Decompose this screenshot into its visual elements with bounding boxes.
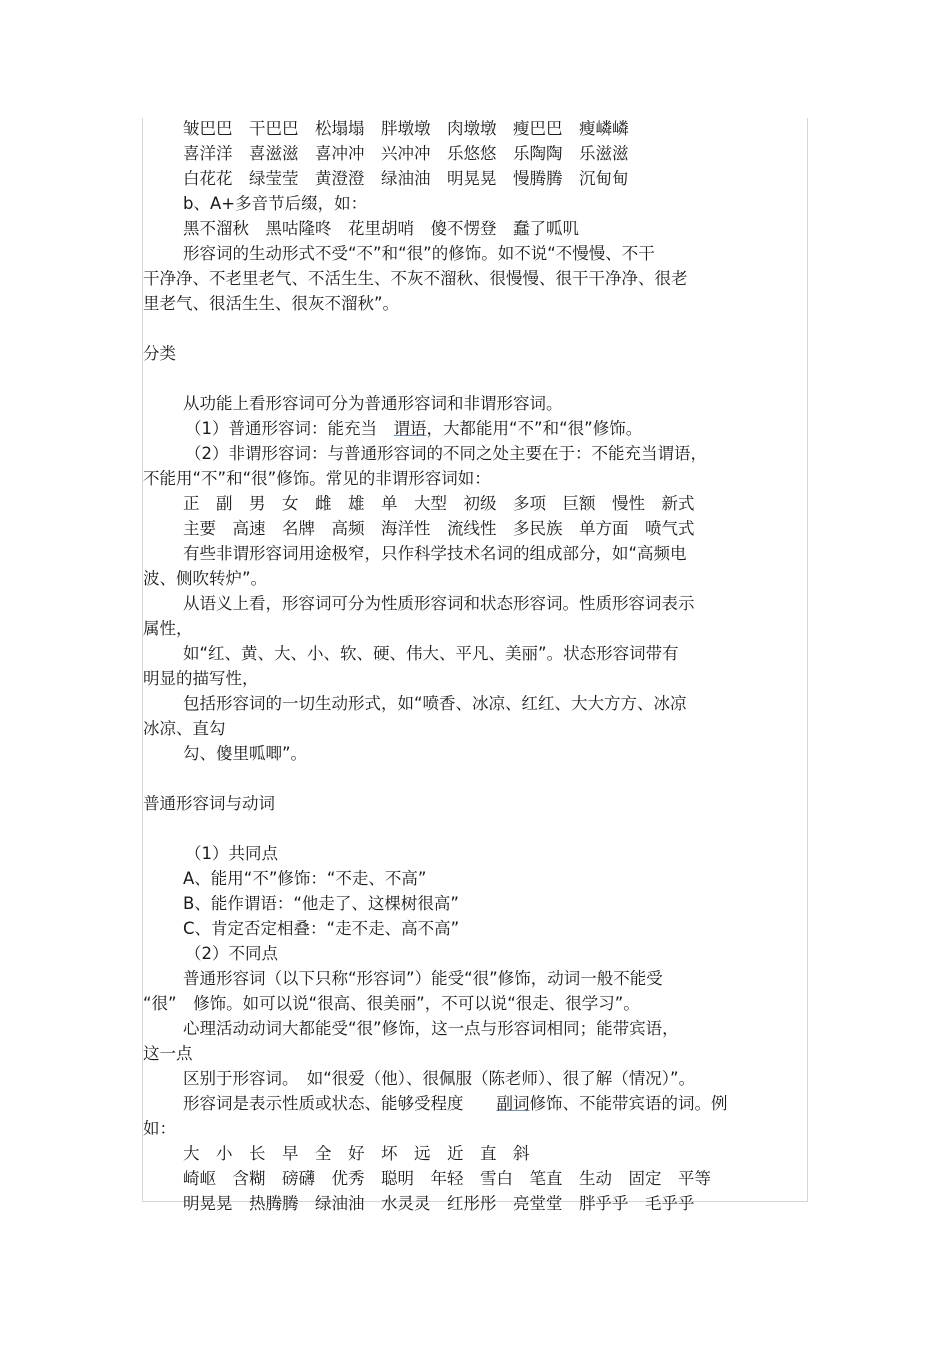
text-line: 喜洋洋 喜滋滋 喜冲冲 兴冲冲 乐悠悠 乐陶陶 乐滋滋 — [183, 144, 629, 163]
text-line: 形容词的生动形式不受“不”和“很”的修饰。如不说“不慢慢、不干 — [183, 244, 655, 263]
text-line: 明显的描写性， — [143, 669, 259, 688]
document-body — [143, 116, 803, 1216]
text-segment: 修饰、不能带宾语的词。例 — [529, 1094, 728, 1113]
text-line: 白花花 绿莹莹 黄澄澄 绿油油 明晃晃 慢腾腾 沉甸甸 — [183, 169, 629, 188]
text-line: 有些非谓形容词用途极窄，只作科学技术名词的组成部分，如“高频电 — [183, 544, 687, 563]
text-line: 崎岖 含糊 磅礴 优秀 聪明 年轻 雪白 笔直 生动 固定 平等 — [183, 1169, 711, 1188]
text-line: 正 副 男 女 雌 雄 单 大型 初级 多项 巨额 慢性 新式 — [183, 494, 695, 513]
text-line: 区别于形容词。 如“很爱（他）、很佩服（陈老师）、很了解（情况）”。 — [183, 1069, 696, 1088]
section-heading-adjective-vs-verb: 普通形容词与动词 — [143, 794, 275, 813]
link-adverb[interactable]: 副词 — [496, 1094, 530, 1113]
section-heading-classification: 分类 — [143, 344, 176, 363]
text-line: 从语义上看，形容词可分为性质形容词和状态形容词。性质形容词表示 — [183, 594, 695, 613]
text-line: 冰凉、直勾 — [143, 719, 226, 738]
text-line: （2）非谓形容词：与普通形容词的不同之处主要在于：不能充当谓语， — [185, 444, 707, 463]
text-line: B、能作谓语：“他走了、这棵树很高” — [183, 894, 459, 913]
text-line: C、肯定否定相叠：“走不走、高不高” — [183, 919, 460, 938]
text-line: 里老气、很活生生、很灰不溜秋”。 — [143, 294, 400, 313]
text-line: 这一点 — [143, 1044, 193, 1063]
text-line: 如： — [143, 1119, 176, 1138]
text-line: 如“红、黄、大、小、软、硬、伟大、平凡、美丽”。状态形容词带有 — [183, 644, 679, 663]
text-line — [143, 416, 803, 441]
text-line: 波、侧吹转炉”。 — [143, 569, 268, 588]
text-segment: ，大都能用“不”和“很”修饰。 — [426, 419, 643, 438]
text-line: 普通形容词（以下只称“形容词”）能受“很”修饰，动词一般不能受 — [183, 969, 663, 988]
text-line: b、A+多音节后缀，如： — [183, 194, 368, 213]
text-line: （1）共同点 — [185, 844, 278, 863]
text-line: 主要 高速 名牌 高频 海洋性 流线性 多民族 单方面 喷气式 — [183, 519, 695, 538]
text-line: 包括形容词的一切生动形式，如“喷香、冰凉、红红、大大方方、冰凉 — [183, 694, 687, 713]
text-line: A、能用“不”修饰：“不走、不高” — [183, 869, 427, 888]
link-predicate[interactable]: 谓语 — [393, 419, 427, 438]
text-segment: （1）普通形容词：能充当 — [185, 419, 394, 438]
text-line: 不能用“不”和“很”修饰。常见的非谓形容词如： — [143, 469, 491, 488]
text-line: “很” 修饰。如可以说“很高、很美丽”，不可以说“很走、很学习”。 — [143, 994, 640, 1013]
text-line: 干净净、不老里老气、不活生生、不灰不溜秋、很慢慢、很干干净净、很老 — [143, 269, 688, 288]
text-line: 黑不溜秋 黑咕隆咚 花里胡哨 傻不愣登 蠢了呱叽 — [183, 219, 579, 238]
text-line: （2）不同点 — [185, 944, 278, 963]
text-segment: 形容词是表示性质或状态、能够受程度 — [183, 1094, 497, 1113]
text-line: 大 小 长 早 全 好 坏 远 近 直 斜 — [183, 1144, 530, 1163]
text-line: 属性， — [143, 619, 193, 638]
text-line: 明晃晃 热腾腾 绿油油 水灵灵 红彤彤 亮堂堂 胖乎乎 毛乎乎 — [183, 1194, 695, 1213]
text-line: 从功能上看形容词可分为普通形容词和非谓形容词。 — [183, 394, 563, 413]
text-line: 勾、傻里呱唧”。 — [183, 744, 308, 763]
text-line: 皱巴巴 干巴巴 松塌塌 胖墩墩 肉墩墩 瘦巴巴 瘦嶙嶙 — [183, 119, 629, 138]
text-line: 心理活动动词大都能受“很”修饰，这一点与形容词相同；能带宾语， — [183, 1019, 679, 1038]
text-line — [143, 1091, 803, 1116]
